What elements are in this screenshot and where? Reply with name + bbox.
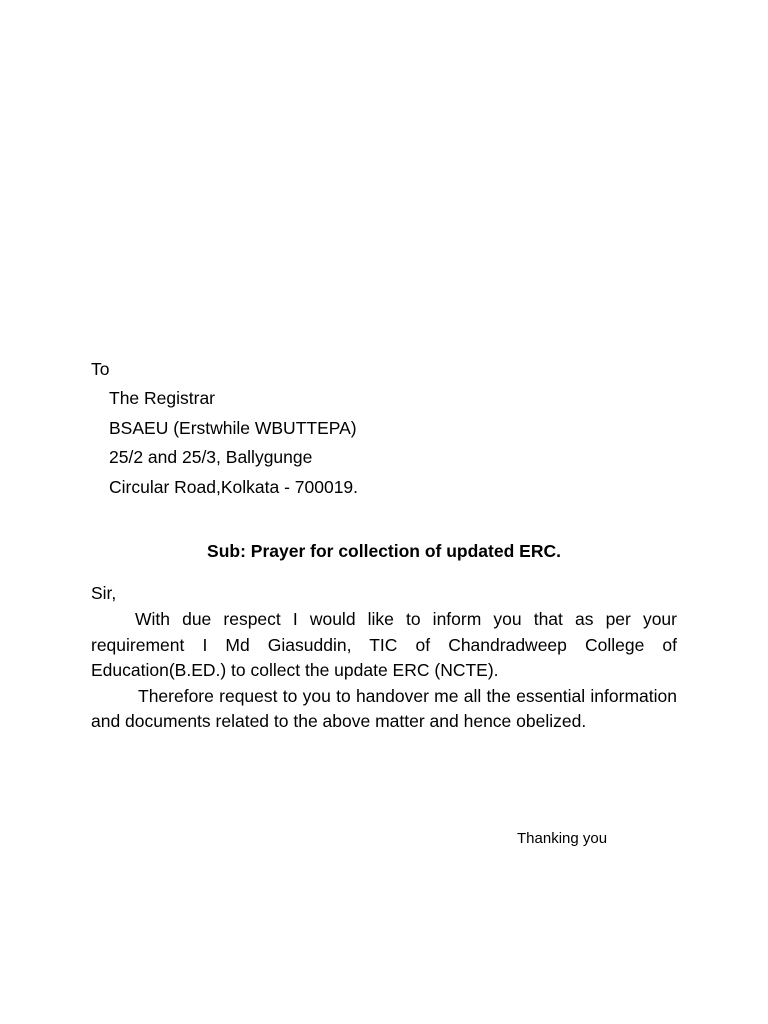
body-paragraph: Therefore request to you to handover me all the essential information and documents related to the above matter and hence obelized. bbox=[91, 685, 677, 732]
address-line: BSAEU (Erstwhile WBUTTEPA) bbox=[109, 417, 357, 438]
body-paragraph: With due respect I would like to inform you that as per your requirement I Md Giasuddin, TIC of Chandradweep College of Education(B.ED.) to collect the update ERC (NCTE). bbox=[91, 609, 677, 681]
subject-line: Sub: Prayer for collection of updated ERC. bbox=[207, 541, 561, 561]
address-line: 25/2 and 25/3, Ballygunge bbox=[109, 447, 313, 467]
recipient-address bbox=[109, 387, 358, 505]
address-line: The Registrar bbox=[109, 388, 216, 408]
salutation: Sir, bbox=[91, 583, 117, 603]
letter-body bbox=[91, 607, 677, 735]
recipient-to: To bbox=[91, 359, 110, 379]
address-line: Circular Road,Kolkata - 700019. bbox=[109, 476, 359, 497]
closing-line: Thanking you bbox=[517, 830, 608, 847]
